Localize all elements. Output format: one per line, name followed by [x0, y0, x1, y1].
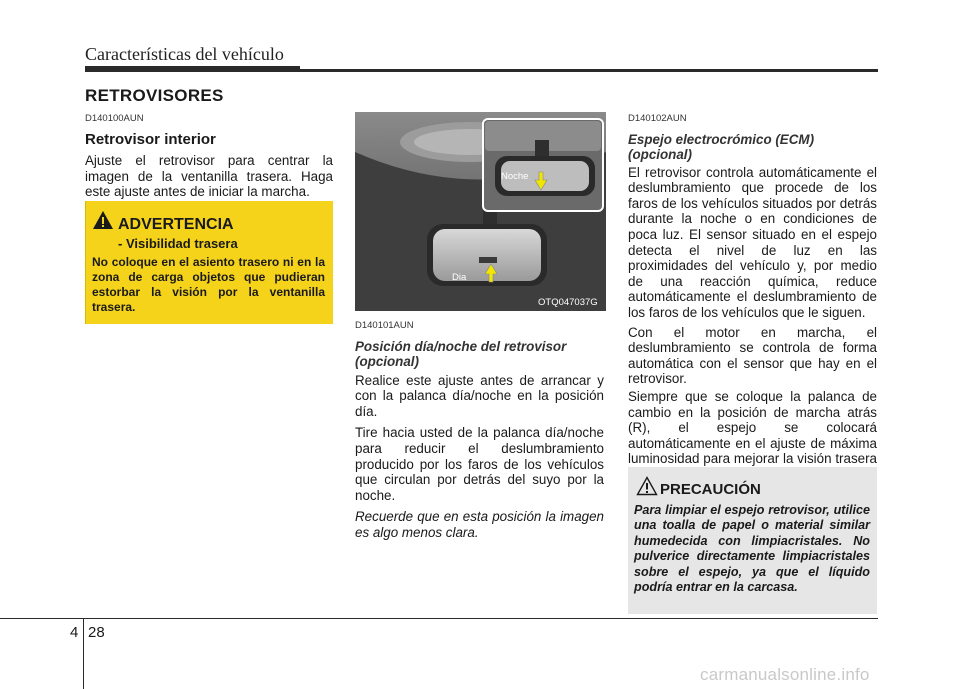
warning-title: ADVERTENCIA — [118, 216, 234, 233]
subsection-heading: Retrovisor interior — [85, 130, 216, 148]
paragraph: El retrovisor controla automáticamente el deslumbramiento que procede de los faros de los vehículos situados por detrás durante la noche o en condiciones de poca luz. El sensor situado en el espejo detecta el nivel de luz en las proximidades del vehículo y, por medio de una reacción química, reduce automáticamente el deslumbramiento de los faros de los vehículos que le siguen. — [628, 164, 877, 320]
warning-icon — [92, 210, 114, 230]
mirror-illustration — [355, 112, 606, 311]
day-label: Dia — [452, 272, 467, 283]
subsection-heading-optional: (opcional) — [628, 146, 692, 162]
warning-body: No coloque en el asiento trasero ni en la zona de carga objetos que pudieran estorbar la visión por la ventanilla trasera. — [92, 255, 325, 314]
paragraph: Siempre que se coloque la palanca de cambio en la posición de marcha atrás (R), el espejo se colocará automáticamente en el ajuste de máxima luminosidad para mejorar la visión trasera — [628, 388, 877, 467]
caution-body: Para limpiar el espejo retrovisor, utilice una toalla de papel o material similar humedecida con limpiacristales. No pulverice directamente limpiacristales sobre el espejo, ya que el líquido podría entrar en la carcasa. — [634, 503, 870, 595]
subsection-heading: Espejo electrocrómico (ECM) — [628, 131, 815, 147]
watermark: carmanualsonline.info — [700, 665, 870, 684]
column-3 — [628, 111, 877, 488]
paragraph: Realice este ajuste antes de arrancar y con la palanca día/noche en la posición día. — [355, 372, 604, 419]
paragraph-note: Recuerde que en esta posición la imagen es algo menos clara. — [355, 509, 604, 540]
column-2 — [355, 318, 604, 547]
warning-subtitle: - Visibilidad trasera — [118, 236, 238, 251]
night-label: Noche — [501, 171, 529, 182]
page-number: 28 — [88, 624, 105, 641]
footer-rule — [0, 618, 878, 619]
chapter-title: RETROVISORES — [85, 86, 224, 105]
paragraph: Con el motor en marcha, el deslumbramiento se controla de forma automática con el sensor que hay en el retrovisor. — [628, 324, 877, 387]
section-code: D140100AUN — [85, 113, 144, 124]
column-1 — [85, 111, 333, 206]
section-code: D140102AUN — [628, 113, 687, 124]
section-title: Características del vehículo — [85, 44, 284, 64]
footer-divider — [83, 618, 84, 689]
chapter-number: 4 — [70, 624, 79, 641]
subsection-heading-optional: (opcional) — [355, 353, 419, 369]
subsection-heading: Posición día/noche del retrovisor — [355, 338, 567, 354]
figure-code: OTQ047037G — [538, 297, 598, 308]
paragraph: Ajuste el retrovisor para centrar la imagen de la ventanilla trasera. Haga este ajuste antes de iniciar la marcha. — [85, 153, 333, 200]
caution-title: PRECAUCIÓN — [660, 481, 761, 498]
header-rule — [85, 69, 878, 72]
paragraph: Tire hacia usted de la palanca día/noche para reducir el deslumbramiento producido por los faros de los vehículos que circulan por detrás del suyo por la noche. — [355, 425, 604, 503]
rearview-mirror-figure — [355, 112, 606, 311]
caution-icon — [636, 476, 658, 496]
section-code: D140101AUN — [355, 320, 414, 331]
